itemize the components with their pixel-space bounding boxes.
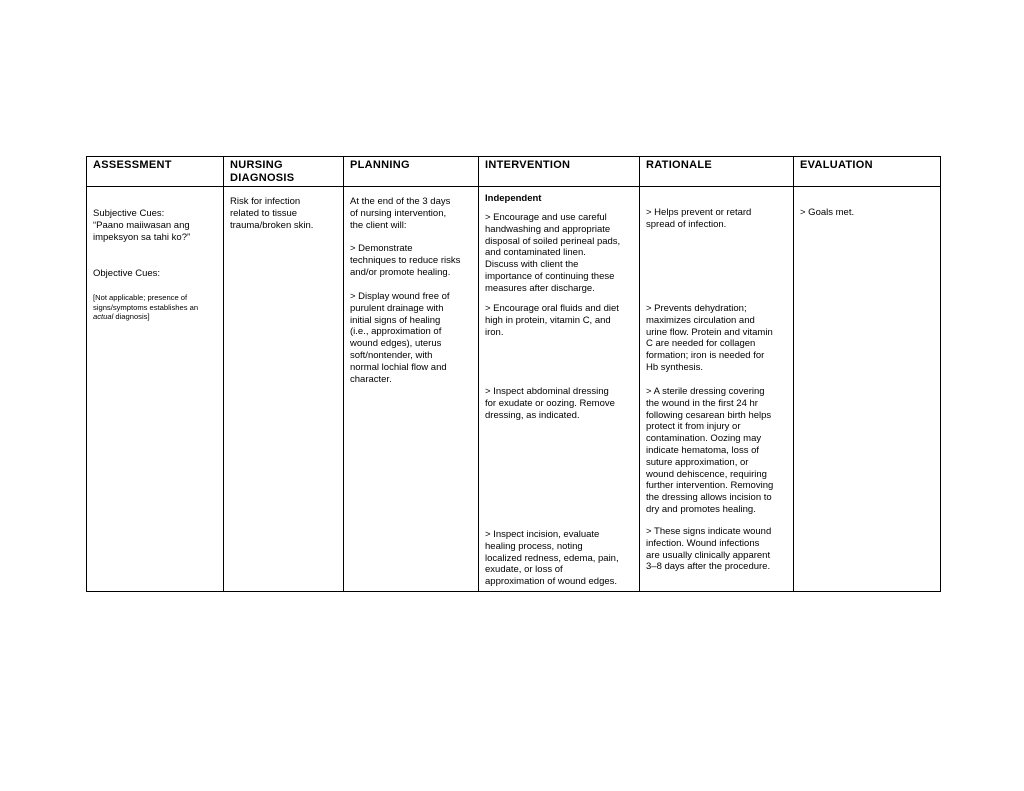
nursing-care-plan-table bbox=[86, 156, 941, 592]
subjective-cues-text: “Paano maiiwasan ang impeksyon sa tahi ko?” bbox=[93, 220, 191, 243]
rationale-cell bbox=[640, 187, 794, 592]
rationale-item-1: > Helps prevent or retard spread of infection. bbox=[646, 207, 752, 230]
objective-cues-label: Objective Cues: bbox=[93, 268, 161, 279]
table-row bbox=[87, 187, 941, 592]
evaluation-cell bbox=[794, 187, 941, 592]
header-nursing-diagnosis: NURSING DIAGNOSIS bbox=[224, 157, 344, 187]
rationale-item-4: > These signs indicate wound infection. Wound infections are usually clinically apparent 3–8 days after the procedure. bbox=[646, 526, 772, 573]
objective-note-italic: actual bbox=[93, 312, 114, 322]
evaluation-text: > Goals met. bbox=[800, 207, 855, 218]
header-assessment: ASSESSMENT bbox=[87, 157, 224, 187]
subjective-cues-label: Subjective Cues: bbox=[93, 208, 165, 219]
planning-intro: At the end of the 3 days of nursing intervention, the client will: bbox=[350, 196, 451, 231]
planning-cell bbox=[344, 187, 479, 592]
intervention-item-4: > Inspect incision, evaluate healing process, noting localized redness, edema, pain, exudate, or loss of approximation of wound edges. bbox=[485, 529, 619, 588]
table-header-row bbox=[87, 157, 941, 187]
header-planning: PLANNING bbox=[344, 157, 479, 187]
rationale-item-2: > Prevents dehydration; maximizes circulation and urine flow. Protein and vitamin C are needed for collagen formation; iron is needed for Hb synthesis. bbox=[646, 303, 773, 373]
objective-note-end: diagnosis] bbox=[113, 312, 150, 322]
header-evaluation: EVALUATION bbox=[794, 157, 941, 187]
header-rationale: RATIONALE bbox=[640, 157, 794, 187]
intervention-cell bbox=[479, 187, 640, 592]
nursing-diagnosis-text: Risk for infection related to tissue trauma/broken skin. bbox=[230, 196, 314, 231]
nursing-diagnosis-cell bbox=[224, 187, 344, 592]
assessment-cell bbox=[87, 187, 224, 592]
planning-goal-1: > Demonstrate techniques to reduce risks and/or promote healing. bbox=[350, 243, 461, 278]
intervention-item-3: > Inspect abdominal dressing for exudate or oozing. Remove dressing, as indicated. bbox=[485, 386, 615, 421]
planning-goal-2: > Display wound free of purulent drainage with initial signs of healing (i.e., approximation of wound edges), uterus soft/nontender, with normal lochial flow and character. bbox=[350, 291, 450, 385]
rationale-item-3: > A sterile dressing covering the wound in the first 24 hr following cesarean birth helps protect it from injury or contamination. Oozing may indicate hematoma, loss of suture approximation, or wound dehiscence, requiring further intervention. Removing the dressing allows incision to dry and promotes healing. bbox=[646, 386, 774, 515]
header-intervention: INTERVENTION bbox=[479, 157, 640, 187]
objective-note-text: [Not applicable; presence of signs/symptoms establishes an bbox=[93, 293, 199, 312]
intervention-item-2: > Encourage oral fluids and diet high in protein, vitamin C, and iron. bbox=[485, 303, 619, 338]
intervention-heading: Independent bbox=[485, 193, 542, 204]
intervention-item-1: > Encourage and use careful handwashing and appropriate disposal of soiled perineal pads, and contaminated linen. Discuss with client the importance of continuing these measures after discharge. bbox=[485, 212, 621, 294]
objective-cues-note bbox=[93, 293, 218, 322]
